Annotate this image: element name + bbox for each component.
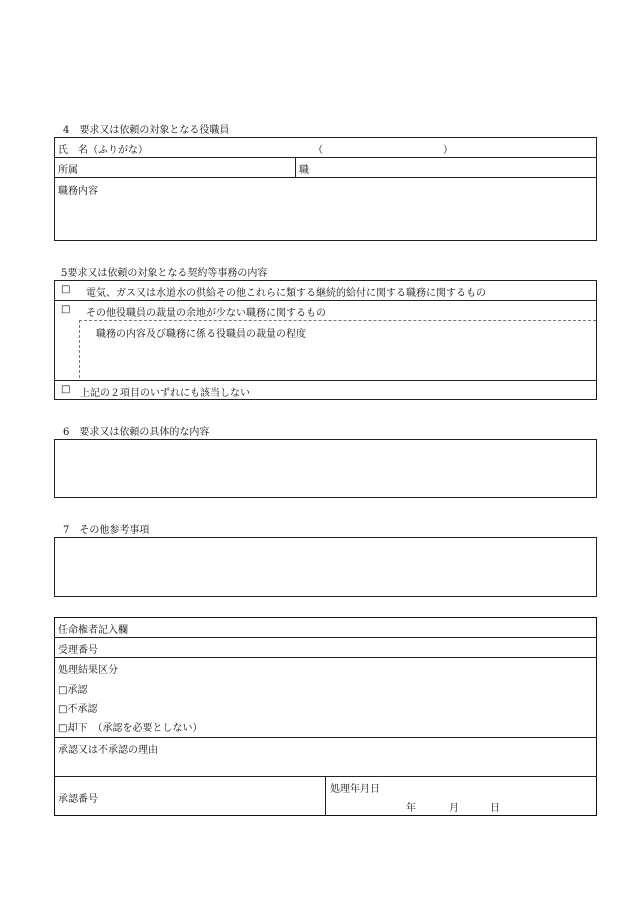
divider [54, 637, 597, 638]
date-year: 年 [406, 803, 416, 814]
divider [295, 157, 296, 177]
option-low-discretion: その他役職員の裁量の余地が少ない職務に関するもの [86, 308, 326, 319]
paren-close: ） [443, 145, 453, 156]
result-label: 処理結果区分 [58, 665, 118, 676]
section7-box [54, 537, 597, 597]
checkbox-icon[interactable]: □ [61, 384, 71, 395]
reason-label: 承認又は不承認の理由 [58, 745, 158, 756]
divider [54, 177, 597, 178]
option-utility: 電気、ガス又は水道水の供給その他これらに類する継続的給付に関する職務に関するもの [86, 288, 486, 299]
position-label: 職 [299, 165, 309, 176]
divider [325, 776, 326, 816]
processing-date-label: 処理年月日 [330, 784, 380, 795]
divider [54, 737, 597, 738]
divider [54, 157, 597, 158]
divider [54, 657, 597, 658]
authority-title: 任命権者記入欄 [58, 625, 128, 636]
section5-heading: 5要求又は依頼の対象となる契約等事務の内容 [61, 268, 268, 279]
divider [54, 300, 597, 301]
section4-heading: 4 要求又は依頼の対象となる役職員 [63, 125, 230, 136]
result-approve[interactable]: □承認 [58, 685, 88, 696]
section6-heading: 6 要求又は依頼の具体的な内容 [63, 427, 210, 438]
option-none: 上記の２項目のいずれにも該当しない [80, 388, 250, 399]
section6-box [54, 439, 597, 498]
section7-heading: 7 その他参考事項 [63, 525, 150, 536]
receipt-label: 受理番号 [58, 645, 98, 656]
paren-open: （ [313, 145, 323, 156]
dashed-divider [79, 320, 80, 378]
checkbox-icon[interactable]: □ [61, 284, 71, 295]
checkbox-icon[interactable]: □ [61, 304, 71, 315]
result-disapprove[interactable]: □不承認 [58, 704, 98, 715]
name-label: 氏 名（ふりがな） [58, 145, 148, 156]
result-reject[interactable]: □却下 （承認を必要としない） [58, 723, 203, 734]
dashed-divider [79, 320, 596, 321]
divider [54, 380, 597, 381]
date-month: 月 [449, 803, 459, 814]
date-day: 日 [490, 803, 500, 814]
sub-label: 職務の内容及び職務に係る役職員の裁量の程度 [96, 329, 306, 340]
duties-label: 職務内容 [58, 186, 98, 197]
approval-number-label: 承認番号 [58, 794, 98, 805]
affiliation-label: 所属 [58, 165, 78, 176]
